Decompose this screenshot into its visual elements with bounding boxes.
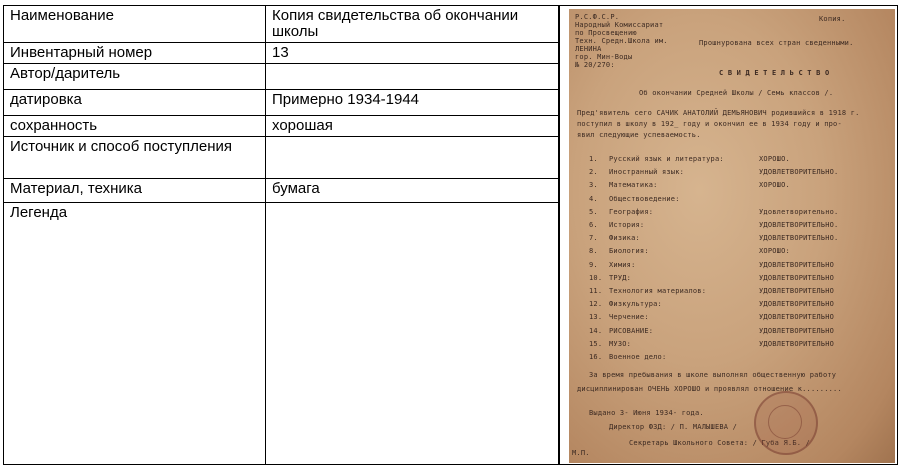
doc-subject-grade: УДОВЛЕТВОРИТЕЛЬНО xyxy=(759,260,835,269)
doc-intro-line: явил следующие успеваемость. xyxy=(577,131,701,139)
doc-subject-grade: УДОВЛЕТВОРИТЕЛЬНО. xyxy=(759,168,839,177)
field-value: бумага xyxy=(266,179,559,202)
field-value xyxy=(266,136,559,179)
field-value: Копия свидетельства об окончании школы xyxy=(266,6,559,43)
doc-subtitle: Об окончании Средней Школы / Семь классов /. xyxy=(639,89,834,97)
doc-header-left-line: Р.С.Ф.С.Р. xyxy=(575,13,620,21)
field-label: Автор/даритель xyxy=(4,64,266,90)
doc-intro-line: Пред'явитель сего САЧИК АНАТОЛИЙ ДЕМЬЯНОВИЧ родившийся в 1918 г. xyxy=(577,109,860,117)
doc-subject-name: Математика: xyxy=(609,181,658,190)
doc-subject-name: Русский язык и литература: xyxy=(609,155,724,163)
table-row xyxy=(4,6,559,43)
doc-subject-grade: УДОВЛЕТВОРИТЕЛЬНО xyxy=(759,300,835,309)
doc-subject-number: 6. xyxy=(589,221,598,229)
field-label: Инвентарный номер xyxy=(4,43,266,64)
doc-title: С В И Д Е Т Е Л Ь С Т В О xyxy=(719,69,830,77)
certificate-scan xyxy=(569,9,895,463)
doc-subject-number: 11. xyxy=(589,287,603,295)
doc-subject-name: Физика: xyxy=(609,234,640,243)
doc-subject-number: 14. xyxy=(589,326,603,335)
table-row xyxy=(4,202,559,464)
doc-subject-number: 8. xyxy=(589,247,598,256)
doc-subject-grade: ХОРОШО. xyxy=(759,181,790,190)
field-label: Наименование xyxy=(4,6,266,43)
doc-subject-name: История: xyxy=(609,221,645,229)
doc-subject-number: 3. xyxy=(589,181,598,190)
doc-subject-grade: ХОРОШО. xyxy=(759,155,790,163)
doc-subject-number: 1. xyxy=(589,155,598,163)
doc-subject-name: Военное дело: xyxy=(609,353,667,361)
doc-footer-line: дисциплинирован ОЧЕНЬ ХОРОШО и проявлял отношение к......... xyxy=(577,385,842,393)
doc-subject-number: 15. xyxy=(589,339,603,348)
field-label: датировка xyxy=(4,90,266,116)
doc-header-left-line: ЛЕНИНА xyxy=(575,45,602,53)
doc-header-right-line: Прошнурована всех стран сведенными. xyxy=(699,39,854,47)
table-row xyxy=(4,64,559,90)
doc-header-left-line: Народный Комиссариат xyxy=(575,21,664,29)
field-value: Примерно 1934-1944 xyxy=(266,90,559,116)
doc-subject-name: Химия: xyxy=(609,260,636,269)
table-row xyxy=(4,115,559,136)
doc-subject-name: МУЗО: xyxy=(609,339,632,348)
doc-issue-date: Выдано 3- Июня 1934- года. xyxy=(589,409,704,417)
doc-subject-grade: УДОВЛЕТВОРИТЕЛЬНО xyxy=(759,287,835,295)
museum-record-card xyxy=(3,5,898,465)
doc-header-left-line: по Просвещению xyxy=(575,29,637,37)
field-label: Материал, техника xyxy=(4,179,266,202)
metadata-table xyxy=(4,6,559,464)
field-value xyxy=(266,64,559,90)
table-row xyxy=(4,90,559,116)
doc-subject-name: Иностранный язык: xyxy=(609,168,685,177)
doc-subject-number: 4. xyxy=(589,194,598,203)
doc-subject-name: РИСОВАНИЕ: xyxy=(609,326,654,335)
field-value: хорошая xyxy=(266,115,559,136)
doc-subject-name: ТРУД: xyxy=(609,273,632,282)
doc-header-left-line: Техн. Средн.Школа им. xyxy=(575,37,668,45)
doc-subject-name: Биология: xyxy=(609,247,649,256)
doc-director-signature: Директор ФЗД: / П. МАЛЫШЕВА / xyxy=(609,423,738,431)
doc-subject-grade: УДОВЛЕТВОРИТЕЛЬНО xyxy=(759,313,835,322)
doc-subject-grade: УДОВЛЕТВОРИТЕЛЬНО. xyxy=(759,221,839,229)
doc-subject-number: 7. xyxy=(589,234,598,243)
field-value: 13 xyxy=(266,43,559,64)
doc-subject-number: 12. xyxy=(589,300,603,309)
doc-subject-number: 5. xyxy=(589,207,598,216)
doc-subject-number: 16. xyxy=(589,353,603,361)
table-row xyxy=(4,136,559,179)
doc-subject-number: 10. xyxy=(589,273,603,282)
doc-subject-number: 13. xyxy=(589,313,603,322)
doc-margin-mark: М.П. xyxy=(572,449,590,457)
doc-subject-grade: Удовлетворительно. xyxy=(759,207,839,216)
field-label: Легенда xyxy=(4,202,266,464)
doc-subject-number: 2. xyxy=(589,168,598,177)
doc-subject-name: Физкультура: xyxy=(609,300,662,309)
field-label: Источник и способ поступления xyxy=(4,136,266,179)
doc-subject-name: Технология материалов: xyxy=(609,287,707,295)
doc-intro-line: поступил в школу в 192_ году и окончил ее в 1934 году и про- xyxy=(577,120,842,128)
doc-subject-grade: УДОВЛЕТВОРИТЕЛЬНО. xyxy=(759,234,839,243)
doc-subject-grade: ХОРОШО: xyxy=(759,247,790,256)
doc-subject-grade: УДОВЛЕТВОРИТЕЛЬНО xyxy=(759,273,835,282)
field-label: сохранность xyxy=(4,115,266,136)
doc-secretary-signature: Секретарь Школьного Совета: / Губа Я.Б. / xyxy=(629,439,810,447)
doc-subject-grade: УДОВЛЕТВОРИТЕЛЬНО xyxy=(759,326,835,335)
doc-subject-name: Обществоведение: xyxy=(609,194,680,203)
doc-copy-mark: Копия. xyxy=(819,15,846,23)
round-seal-stamp xyxy=(754,391,818,455)
doc-subject-grade: УДОВЛЕТВОРИТЕЛЬНО xyxy=(759,339,835,348)
doc-footer-line: За время пребывания в школе выполнял общественную работу xyxy=(589,371,837,379)
table-row xyxy=(4,179,559,202)
column-divider xyxy=(559,6,560,464)
doc-header-left-line: гор. Мин-Воды xyxy=(575,53,633,61)
doc-header-left-line: № 20/270: xyxy=(575,61,615,69)
field-value xyxy=(266,202,559,464)
table-row xyxy=(4,43,559,64)
doc-subject-name: Черчение: xyxy=(609,313,649,322)
doc-subject-number: 9. xyxy=(589,260,598,269)
doc-subject-name: География: xyxy=(609,207,654,216)
